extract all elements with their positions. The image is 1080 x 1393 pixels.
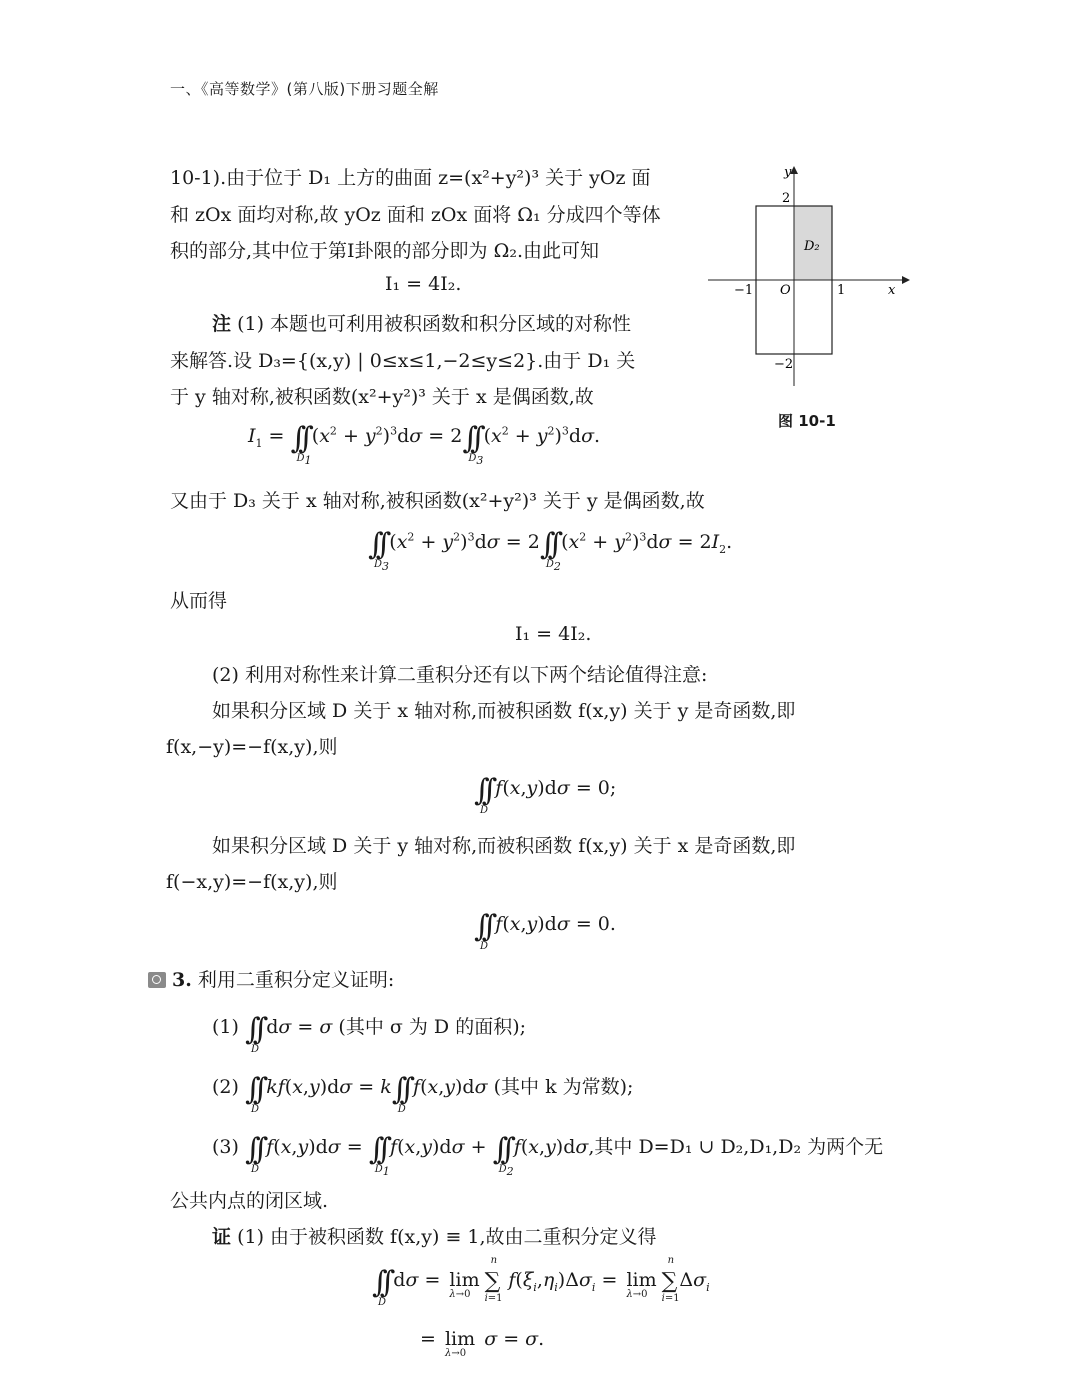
proof-label: 证	[212, 1226, 232, 1248]
proof-text-1: (1) 由于被积函数 f(x,y) ≡ 1,故由二重积分定义得	[237, 1226, 657, 1248]
problem-item-2: (2) ∫∫ D kf(x,y)dσ = k∫∫ D f(x,y)dσ (其中 k 为常数);	[212, 1072, 634, 1115]
intro-line-1: 10-1).由于位于 D₁ 上方的曲面 z=(x²+y²)³ 关于 yOz 面	[170, 167, 651, 189]
proof-line-1	[212, 1222, 657, 1249]
item-1-tail: (其中 σ 为 D 的面积);	[338, 1016, 527, 1038]
tick-y-pos: 2	[782, 191, 791, 206]
region-label: D₂	[804, 239, 820, 254]
note-text-1: (1) 本题也可利用被积函数和积分区域的对称性	[237, 313, 632, 335]
proof-equation-2: = lim λ→0 σ = σ.	[420, 1328, 545, 1359]
note-line-10: f(−x,y)=−f(x,y),则	[166, 871, 338, 893]
x-axis-arrow	[902, 276, 910, 284]
note-equation-1: $I_1$ = ∫∫ $D_1$ $(x^2 + y^2)^3d\sigma = 2\int\int$ $D_3$ $(x^2 + y^2)^3d\sigma$.	[248, 421, 601, 467]
intro-equation: I₁ = 4I₂.	[385, 273, 462, 295]
magnifier-icon	[148, 972, 166, 988]
y-axis-label: y	[784, 165, 792, 180]
problem-item-1: (1) ∫∫ D dσ = σ (其中 σ 为 D 的面积);	[212, 1012, 527, 1055]
running-header: 一、《高等数学》(第八版)下册习题全解	[170, 80, 439, 98]
note-equation-3: I₁ = 4I₂.	[515, 623, 592, 645]
note-equation-2: ∫∫ $D_3$ $(x^2 + y^2)^3d\sigma = 2\int\int$ $D_2$ $(x^2 + y^2)^3d\sigma = 2I_2$.	[368, 527, 733, 573]
item-3-tail: ,其中 D=D₁ ∪ D₂,D₁,D₂ 为两个无	[588, 1136, 884, 1158]
note-line-9: 如果积分区域 D 关于 y 轴对称,而被积函数 f(x,y) 关于 x 是奇函数,即	[212, 835, 796, 857]
intro-line-3: 积的部分,其中位于第Ⅰ卦限的部分即为 Ω₂.由此可知	[170, 240, 599, 262]
note-line-4: 又由于 D₃ 关于 x 轴对称,被积函数(x²+y²)³ 关于 y 是偶函数,故	[170, 490, 705, 512]
problem-3-heading	[148, 965, 394, 992]
tick-x-pos: 1	[837, 283, 846, 298]
note-line-8: f(x,−y)=−f(x,y),则	[166, 736, 338, 758]
note-line-6: (2) 利用对称性来计算二重积分还有以下两个结论值得注意:	[212, 664, 708, 686]
note-line-7: 如果积分区域 D 关于 x 轴对称,而被积函数 f(x,y) 关于 y 是奇函数,即	[212, 700, 796, 722]
problem-title: 利用二重积分定义证明:	[197, 969, 395, 991]
note-equation-5: ∫∫ D f(x,y)dσ = 0.	[474, 909, 616, 952]
note-label: 注	[212, 313, 232, 335]
tick-x-neg: −1	[734, 283, 754, 298]
problem-number: 3.	[172, 969, 192, 991]
tick-y-neg: −2	[774, 357, 794, 372]
item-3-continuation: 公共内点的闭区域.	[170, 1190, 329, 1212]
proof-equation-1: ∫∫ D dσ = lim λ→0 ∑ n i=1 $f(\xi_i,\eta_i)\Delta\sigma_i = \lim$ λ→0 ∑ n i=1 $\Delta\sigma_i$	[372, 1255, 710, 1308]
problem-item-3: (3) ∫∫ D f(x,y)dσ = ∫∫ $D_1$ f(x,y)dσ + ∫∫ $D_2$ f(x,y)dσ,其中 D=D₁ ∪ D₂,D₁,D₂ 为两个无	[212, 1132, 884, 1178]
note-line-3: 于 y 轴对称,被积函数(x²+y²)³ 关于 x 是偶函数,故	[170, 386, 594, 408]
note-line-1	[212, 309, 631, 336]
item-2-number: (2)	[212, 1076, 239, 1098]
note-equation-4: ∫∫ D f(x,y)dσ = 0;	[474, 773, 617, 816]
note-line-5: 从而得	[170, 590, 228, 612]
x-axis-label: x	[888, 283, 896, 298]
note-line-2: 来解答.设 D₃={(x,y) | 0≤x≤1,−2≤y≤2}.由于 D₁ 关	[170, 350, 636, 372]
origin-label: O	[780, 283, 791, 298]
item-2-tail: (其中 k 为常数);	[493, 1076, 634, 1098]
intro-line-2: 和 zOx 面均对称,故 yOz 面和 zOx 面将 Ω₁ 分成四个等体	[170, 204, 661, 226]
item-1-number: (1)	[212, 1016, 239, 1038]
item-3-number: (3)	[212, 1136, 239, 1158]
figure-10-1	[700, 160, 920, 400]
figure-caption: 图 10-1	[778, 412, 836, 430]
